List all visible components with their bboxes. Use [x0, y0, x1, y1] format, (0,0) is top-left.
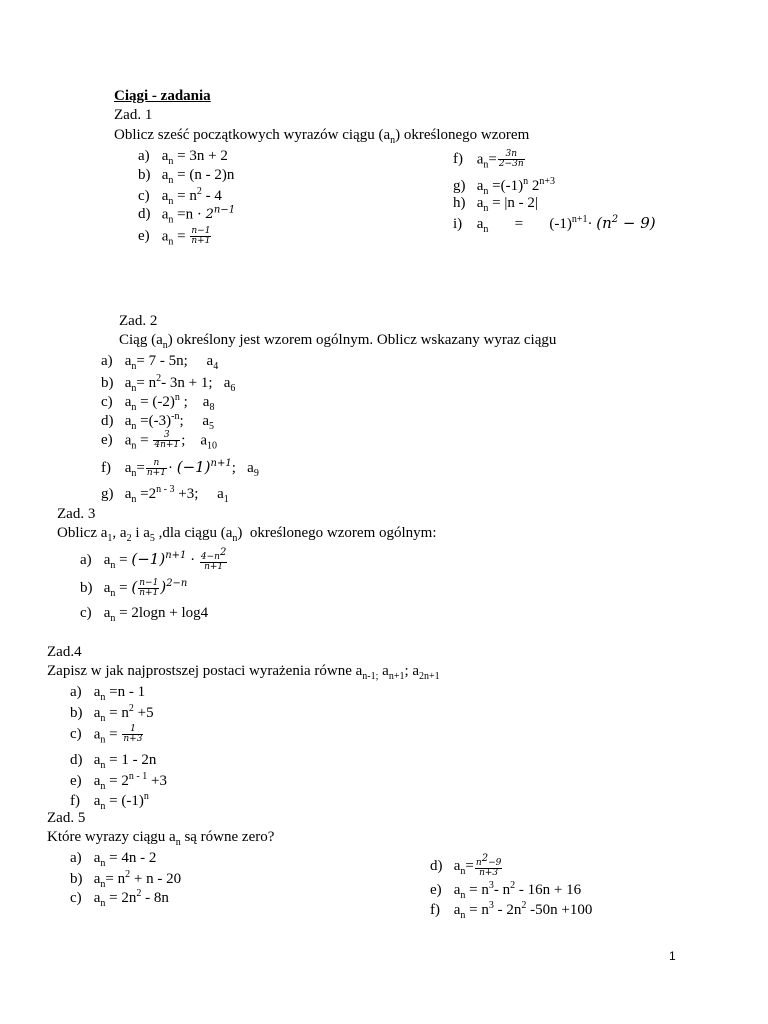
zad1-item-h: h) $a_n = |n - 2|$	[453, 195, 538, 214]
zad4-item-d: d) $a_n = 1 - 2n$	[70, 752, 157, 771]
zad4-instruction: Zapisz w jak najprostszej postaci wyrażenia równe $a_{n-1;}$ $a_{n+1}$; $a_{2n+1}$	[47, 663, 440, 682]
zad4-item-a: a) $a_n =n - 1$	[70, 684, 146, 703]
zad2-item-c: c) $a_n = (-2)^n$ ; $a_8$	[101, 392, 215, 413]
zad1-instruction: Oblicz sześć początkowych wyrazów ciągu $(a_n)$ określonego wzorem	[114, 127, 530, 146]
zad1-heading: Zad. 1	[114, 107, 153, 123]
zad2-item-b: b) $a_n= n^2-$ 3n + 1; $a_6$	[101, 373, 236, 394]
zad1-item-b: b) $a_n = (n - 2)n$	[138, 167, 235, 186]
zad4-item-f: f) $a_n = (-1)^n$	[70, 791, 149, 812]
zad4-item-e: e) $a_n = 2^{n - 1} +3$	[70, 771, 167, 792]
zad5-item-f: f) $a_n = n^3 - 2n^2$ -50n +100	[430, 900, 593, 921]
zad1-item-i: i) $a_n$ = $(-1)^{n+1}\cdot (n^2 - 9)$	[453, 214, 656, 235]
zad5-item-c: c) $a_n = 2n^2 - 8n$	[70, 888, 169, 909]
zad5-item-d: d) $a_n=$ $\frac{n^2-9}{n+3}$	[430, 853, 502, 879]
zad2-item-d: d) $a_n =(-3)^{-n}$; $a_5$	[101, 411, 215, 432]
zad4-item-c: c) $a_n$ = $\frac{1}{n+3}$	[70, 724, 143, 746]
zad5-item-a: a) $a_n = 4n - 2$	[70, 850, 157, 869]
zad3-instruction: Oblicz $a_1$, $a_2$ i $a_5$ ,dla ciągu $(a_n)$ określonego wzorem ogólnym:	[57, 525, 437, 544]
zad3-item-a: a) $a_n = (-1)^{n+1}$ · $\frac{4-n^2}{n+1}$	[80, 547, 227, 573]
zad2-heading: Zad. 2	[119, 313, 158, 329]
zad2-item-g: g) $a_n =2^{n - 3} +3$; $a_1$	[101, 484, 229, 505]
page-title: Ciągi - zadania	[114, 88, 211, 104]
zad4-item-b: b) $a_n = n^2 +5$	[70, 703, 154, 724]
zad3-item-c: c) $a_n = 2\log n + \log 4$	[80, 605, 209, 624]
zad4-heading: Zad.4	[47, 644, 82, 660]
page-number: 1	[669, 949, 676, 963]
zad3-heading: Zad. 3	[57, 506, 96, 522]
zad5-heading: Zad. 5	[47, 810, 86, 826]
zad2-item-f: f) $a_n=$ $\frac{n}{n+1}$ · $(-1)^{n+1}$; $a_9$	[101, 457, 259, 479]
zad5-item-e: e) $a_n = n^3-$ $n^2 - 16n + 16$	[430, 880, 582, 901]
zad1-item-g: g) $a_n =(-1)^n$ $2^{n+3}$	[453, 176, 556, 197]
zad1-item-d: d) $a_n =n \cdot 2^{n-1}$	[138, 205, 236, 226]
zad5-instruction: Które wyrazy ciągu $a_n$ są równe zero?	[47, 829, 275, 848]
zad2-item-e: e) $a_n$ = $\frac{3}{4n+1}$ ; $a_{10}$	[101, 430, 218, 452]
zad3-item-b: b) $a_n$ = ( $\frac{n-1}{n+1}$ )$^{2-n}$	[80, 577, 188, 599]
zad1-item-f: f) $a_n=$ $\frac{3n}{2-3n}$	[453, 149, 524, 171]
zad2-instruction: Ciąg $(a_n)$ określony jest wzorem ogólnym. Oblicz wskazany wyraz ciągu	[119, 332, 557, 351]
zad1-item-c: c) $a_n = n^2 - 4$	[138, 186, 222, 207]
zad1-item-a: a) $a_n = 3n + 2$	[138, 148, 228, 167]
zad2-item-a: a) $a_n= 7 - 5n$; $a_4$	[101, 353, 219, 372]
zad5-item-b: b) $a_n= n^2 + n - 20$	[70, 869, 182, 890]
zad1-item-e: e) $a_n$ = $\frac{n-1}{n+1}$	[138, 226, 211, 248]
